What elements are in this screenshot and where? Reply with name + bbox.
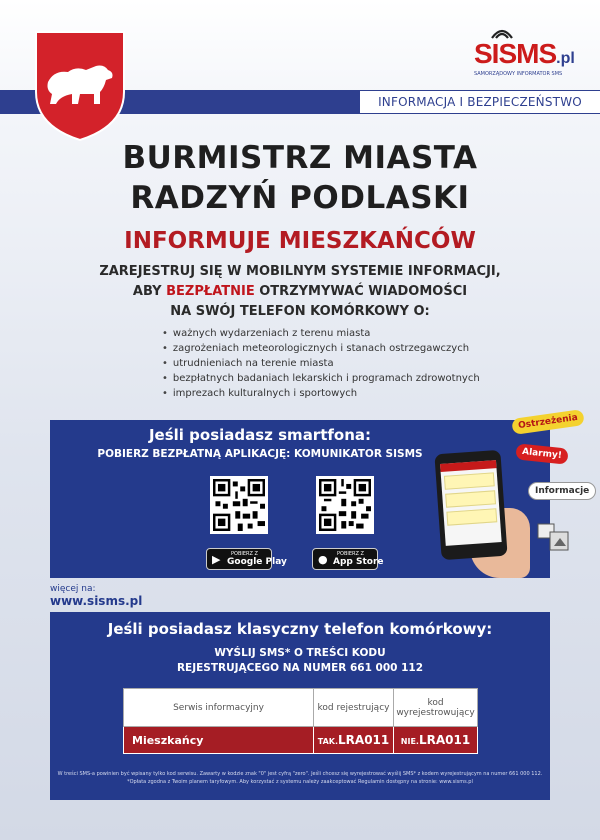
app-store-button[interactable]: ● POBIERZ Z App Store	[312, 548, 378, 570]
column-header: kod wyrejestrowujący	[394, 689, 478, 727]
google-play-qr-code[interactable]	[210, 476, 268, 534]
register-code: TAK.LRA011	[314, 727, 394, 754]
qr-code-icon	[213, 479, 265, 531]
register-line-3: NA SWÓJ TELEFON KOMÓRKOWY O:	[170, 304, 430, 319]
app-store-qr-code[interactable]	[316, 476, 374, 534]
smartphone-title: Jeśli posiadasz smartfona:	[148, 426, 372, 444]
logo-tagline: SAMORZĄDOWY INFORMATOR SMS	[474, 71, 563, 77]
list-item: • imprezach kulturalnych i sportowych	[162, 386, 480, 401]
footnote: W treści SMS-a powinien być wpisany tylko kod serwisu. Zawarty w kodzie znak "0" jest cyfrą "zero". Jeśli chcesz się wyrejestrować wyślij SMS* z kodem wyrejestrującym na numer 661 000 112. *Opłata zgodna z Twoim planem taryfowym. Aby korzystać z systemu należy zaakceptować Regulamin dostępny na stronie: www.sisms.pl	[57, 771, 543, 785]
list-item: • zagrożeniach meteorologicznych i stanach ostrzegawczych	[162, 341, 480, 356]
warning-tag: Ostrzeżenia	[511, 409, 585, 435]
title-line-1: BURMISTRZ MIASTA	[122, 140, 478, 176]
google-play-icon: ▶	[212, 553, 221, 566]
list-item: • utrudnieniach na terenie miasta	[162, 356, 480, 371]
column-header: kod rejestrujący	[314, 689, 394, 727]
codes-table	[123, 688, 478, 754]
alarm-tag: Alarmy!	[515, 443, 568, 464]
service-name: Mieszkańcy	[124, 727, 314, 754]
free-highlight: BEZPŁATNIE	[166, 284, 255, 299]
more-info-label: więcej na:	[50, 584, 96, 594]
title-line-3: INFORMUJE MIESZKAŃCÓW	[124, 228, 476, 254]
classic-phone-panel	[50, 612, 550, 800]
table-row	[124, 727, 478, 754]
sms-instruction: WYŚLIJ SMS* O TREŚCI KODU REJESTRUJĄCEGO NA NUMER 661 000 112	[176, 647, 424, 674]
topics-list	[162, 326, 480, 401]
register-text	[0, 262, 600, 322]
list-item: • ważnych wydarzeniach z terenu miasta	[162, 326, 480, 341]
smartphone-subtitle: POBIERZ BEZPŁATNĄ APLIKACJĘ: KOMUNIKATOR SISMS	[97, 448, 423, 460]
qr-code-icon	[319, 479, 371, 531]
category-label: INFORMACJA I BEZPIECZEŃSTWO	[360, 91, 600, 113]
register-line-1: ZAREJESTRUJ SIĘ W MOBILNYM SYSTEMIE INFORMACJI,	[99, 264, 501, 279]
logo-brand: SISMS.pl	[474, 38, 575, 69]
column-header: Serwis informacyjny	[124, 689, 314, 727]
title-line-2: RADZYŃ PODLASKI	[130, 180, 470, 216]
smartphone-illustration	[434, 450, 507, 560]
media-icons	[536, 518, 570, 552]
apple-icon: ●	[318, 553, 328, 566]
google-play-button[interactable]: ▶ POBIERZ Z Google Play	[206, 548, 272, 570]
sisms-logo	[468, 22, 588, 82]
website-link[interactable]: www.sisms.pl	[50, 594, 143, 608]
info-tag: Informacje	[528, 482, 596, 500]
classic-title: Jeśli posiadasz klasyczny telefon komórkowy:	[107, 620, 493, 638]
unregister-code: NIE.LRA011	[394, 727, 478, 754]
coat-of-arms-bear-icon	[34, 30, 126, 142]
register-line-2: ABY BEZPŁATNIE OTRZYMYWAĆ WIADOMOŚCI	[132, 284, 468, 299]
list-item: • bezpłatnych badaniach lekarskich i programach zdrowotnych	[162, 371, 480, 386]
